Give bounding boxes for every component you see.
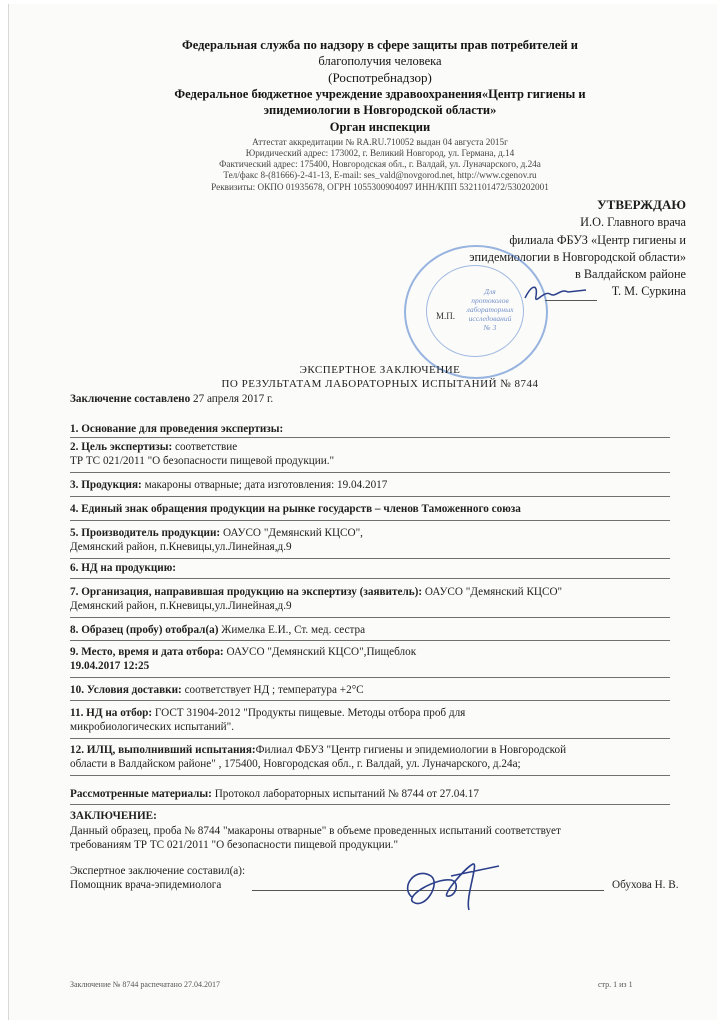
approval-line-4: в Валдайском районе bbox=[574, 267, 686, 282]
item-4: 4. Единый знак обращения продукции на рынке государств – членов Таможенного союза bbox=[70, 503, 521, 515]
header-line-4: Федеральное бюджетное учреждение здравоохранения«Центр гигиены и bbox=[174, 87, 586, 101]
item-12: 12. ИЛЦ, выполнивший испытания:Филиал ФБУЗ "Центр гигиены и эпидемиологии в Новгородской bbox=[70, 744, 567, 756]
rule bbox=[70, 677, 670, 678]
header-line-2: благополучия человека bbox=[318, 54, 442, 68]
author-signature bbox=[395, 858, 505, 918]
item-6: 6. НД на продукцию: bbox=[70, 562, 177, 574]
item-10: 10. Условия доставки: соответствует НД ; температура +2°С bbox=[70, 684, 364, 696]
legal-address: Юридический адрес: 173002, г. Великий Новгород, ул. Германа, д.14 bbox=[245, 148, 515, 158]
rule bbox=[70, 558, 670, 559]
rule bbox=[70, 578, 670, 579]
item-12-cont: области в Валдайском районе" , 175400, Новгородская обл., г. Валдай, ул. Луначарского, д.24а; bbox=[70, 758, 521, 770]
conclusion-line-1: Данный образец, проба № 8744 "макароны отварные" в объеме проведенных испытаний соответствует bbox=[70, 825, 561, 837]
approval-line-3: эпидемиологии в Новгородской области» bbox=[469, 249, 686, 264]
requisites-line: Реквизиты: ОКПО 01935678, ОГРН 1055300904097 ИНН/КПП 5321101472/530202001 bbox=[211, 182, 549, 192]
author-position: Помощник врача-эпидемиолога bbox=[70, 879, 222, 891]
item-9: 9. Место, время и дата отбора: ОАУСО "Демянский КЦСО",Пищеблок bbox=[70, 646, 417, 658]
approval-signature-line bbox=[545, 300, 597, 301]
materials-line: Рассмотренные материалы: Протокол лабораторных испытаний № 8744 от 27.04.17 bbox=[70, 788, 479, 800]
header-line-3: (Роспотребнадзор) bbox=[328, 70, 432, 85]
item-9-cont: 19.04.2017 12:25 bbox=[70, 660, 150, 672]
contacts-line: Тел/факс 8-(81666)-2-41-13, E-mail: ses_vald@novgorod.net, http://www.cgenov.ru bbox=[223, 170, 537, 180]
item-5-cont: Демянский район, п.Кневицы,ул.Линейная,д.9 bbox=[70, 541, 292, 553]
rule bbox=[70, 520, 670, 521]
rule bbox=[70, 700, 670, 701]
conclusion-heading: ЗАКЛЮЧЕНИЕ: bbox=[70, 810, 157, 822]
item-7: 7. Организация, направившая продукцию на экспертизу (заявитель): ОАУСО "Демянский КЦСО" bbox=[70, 586, 563, 598]
actual-address: Фактический адрес: 175400, Новгородская обл., г. Валдай, ул. Луначарского, д.24а bbox=[219, 159, 541, 169]
item-5: 5. Производитель продукции: ОАУСО "Демянский КЦСО", bbox=[70, 527, 363, 539]
item-3: 3. Продукция: макароны отварные; дата изготовления: 19.04.2017 bbox=[70, 479, 388, 491]
item-1: 1. Основание для проведения экспертизы: bbox=[70, 423, 284, 435]
conclusion-line-2: требованиям ТР ТС 021/2011 "О безопасности пищевой продукции." bbox=[70, 839, 399, 851]
rule bbox=[70, 804, 670, 805]
footer-left: Заключение № 8744 распечатано 27.04.2017 bbox=[70, 980, 220, 989]
document-subtitle: ПО РЕЗУЛЬТАТАМ ЛАБОРАТОРНЫХ ИСПЫТАНИЙ № 8744 bbox=[221, 378, 539, 390]
approval-name: Т. М. Суркина bbox=[611, 284, 686, 299]
approval-line-1: И.О. Главного врача bbox=[580, 215, 686, 230]
item-2: 2. Цель экспертизы: соответствие bbox=[70, 441, 238, 453]
rule bbox=[70, 496, 670, 497]
rule bbox=[70, 437, 670, 438]
approval-heading: УТВЕРЖДАЮ bbox=[597, 197, 686, 212]
rule bbox=[70, 640, 670, 641]
author-label: Экспертное заключение составил(а): bbox=[70, 865, 246, 877]
item-11: 11. НД на отбор: ГОСТ 31904-2012 "Продукты пищевые. Методы отбора проб для bbox=[70, 707, 466, 719]
stamp-text: Для протоколов лабораторных исследований № 3 bbox=[466, 287, 514, 332]
approval-signature bbox=[520, 280, 590, 310]
footer-right: стр. 1 из 1 bbox=[598, 980, 633, 989]
approval-line-2: филиала ФБУЗ «Центр гигиены и bbox=[509, 232, 686, 247]
accreditation-line: Аттестат аккредитации № RA.RU.710052 выдан 04 августа 2015г bbox=[252, 137, 508, 147]
header-line-1: Федеральная служба по надзору в сфере защиты прав потребителей и bbox=[181, 38, 579, 52]
header-line-5: эпидемиологии в Новгородской области» bbox=[263, 103, 497, 117]
author-name: Обухова Н. В. bbox=[612, 879, 679, 891]
header-line-6: Орган инспекции bbox=[329, 120, 431, 134]
item-7-cont: Демянский район, п.Кневицы,ул.Линейная,д.9 bbox=[70, 600, 292, 612]
item-8: 8. Образец (пробу) отобрал(а) Жимелка Е.И., Ст. мед. сестра bbox=[70, 624, 366, 636]
document-title: ЭКСПЕРТНОЕ ЗАКЛЮЧЕНИЕ bbox=[299, 364, 461, 376]
rule bbox=[70, 738, 670, 739]
item-2-cont: ТР ТС 021/2011 "О безопасности пищевой продукции." bbox=[70, 455, 335, 467]
date-line: Заключение составлено 27 апреля 2017 г. bbox=[70, 393, 274, 405]
rule bbox=[70, 617, 670, 618]
rule bbox=[70, 775, 670, 776]
rule bbox=[70, 472, 670, 473]
seal-place-label: М.П. bbox=[436, 311, 456, 321]
item-11-cont: микробиологических испытаний". bbox=[70, 721, 234, 733]
